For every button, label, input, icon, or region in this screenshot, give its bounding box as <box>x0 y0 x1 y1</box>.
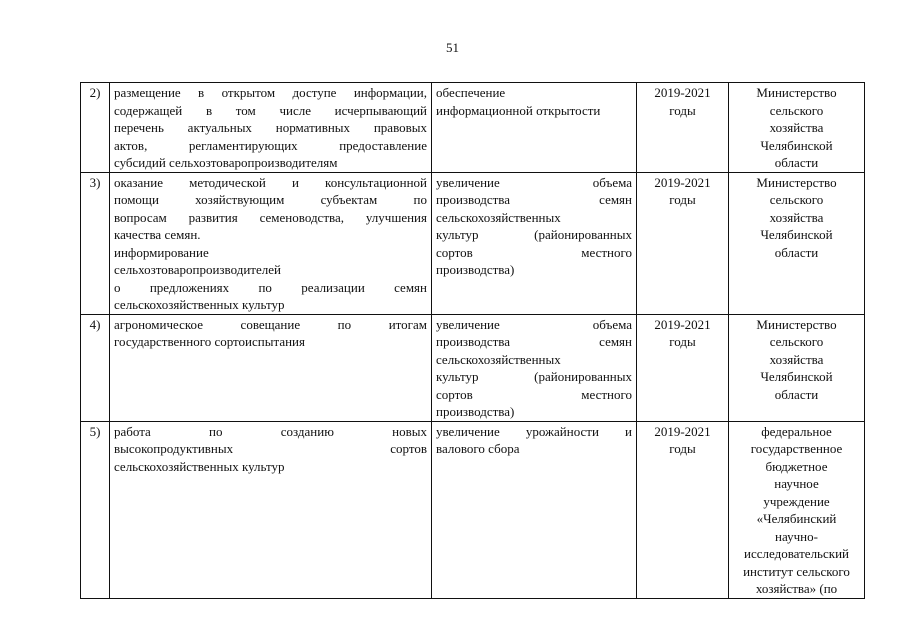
period-cell <box>637 172 729 314</box>
text-line: исследовательский <box>744 546 849 561</box>
text-line: хозяйства» (по <box>755 581 838 596</box>
responsible-cell <box>729 421 865 598</box>
responsible-cell <box>729 83 865 173</box>
row-number: 2) <box>81 83 110 173</box>
text-line: учреждение <box>763 493 830 509</box>
activity-cell <box>110 314 432 421</box>
text-line: субсидий сельхозтоваропроизводителям <box>114 155 338 170</box>
responsible-cell <box>729 314 865 421</box>
text-line: научно- <box>775 528 818 544</box>
text-line: валового сбора <box>436 441 520 456</box>
text-line: производства семян <box>436 334 632 349</box>
text-line: годы <box>669 102 696 118</box>
text-line: области <box>774 386 819 402</box>
text-line: научное <box>774 476 819 491</box>
responsible-cell <box>729 172 865 314</box>
text-line: годы <box>669 441 696 456</box>
text-line: вопросам развития семеноводства, улучшения <box>114 209 427 225</box>
text-line: 2019-2021 <box>654 85 711 100</box>
text-line: хозяйства <box>769 351 824 367</box>
text-line: государственное <box>750 441 843 456</box>
text-line: о предложениях по реализации семян <box>114 279 427 295</box>
text-line: сортов местного <box>436 386 632 402</box>
activity-cell <box>110 83 432 173</box>
text-line: обеспечение <box>436 85 506 100</box>
text-line: увеличение объема <box>436 316 632 332</box>
text-line: высокопродуктивных сортов <box>114 441 427 456</box>
text-line: Министерство <box>756 316 837 332</box>
text-line: годы <box>669 192 696 207</box>
activity-cell <box>110 172 432 314</box>
text-line: сельскохозяйственных <box>436 209 561 225</box>
measures-table <box>80 82 865 599</box>
text-line: сортов местного <box>436 244 632 260</box>
text-line: институт сельского <box>743 563 850 579</box>
text-line: увеличение урожайности и <box>436 423 632 439</box>
text-line: Челябинской <box>760 227 833 242</box>
text-line: федеральное <box>761 423 832 439</box>
text-line: Челябинской <box>760 137 833 153</box>
text-line: 2019-2021 <box>654 316 711 332</box>
row-number: 4) <box>81 314 110 421</box>
text-line: производства) <box>436 404 515 419</box>
text-line: Челябинской <box>760 369 833 384</box>
period-cell <box>637 421 729 598</box>
text-line: оказание методической и консультационной <box>114 174 427 190</box>
text-line: содержащей в том числе исчерпывающий <box>114 102 427 118</box>
text-line: информирование <box>114 244 209 260</box>
text-line: перечень актуальных нормативных правовых <box>114 120 427 135</box>
result-cell <box>432 172 637 314</box>
text-line: сельскохозяйственных культур <box>114 297 285 312</box>
text-line: работа по созданию новых <box>114 423 427 439</box>
text-line: агрономическое совещание по итогам <box>114 316 427 332</box>
text-line: производства семян <box>436 192 632 207</box>
activity-cell <box>110 421 432 598</box>
text-line: «Челябинский <box>756 511 837 526</box>
text-line: области <box>774 244 819 260</box>
period-cell <box>637 83 729 173</box>
text-line: культур (районированных <box>436 369 632 384</box>
text-line: размещение в открытом доступе информации, <box>114 85 427 100</box>
text-line: культур (районированных <box>436 227 632 242</box>
table-row <box>81 314 865 421</box>
text-line: качества семян. <box>114 227 201 242</box>
page-number: 51 <box>446 40 459 55</box>
text-line: производства) <box>436 262 515 277</box>
table-row <box>81 172 865 314</box>
text-line: помощи хозяйствующим субъектам по <box>114 192 427 207</box>
text-line: сельского <box>769 102 824 118</box>
text-line: 2019-2021 <box>654 423 711 439</box>
text-line: хозяйства <box>769 209 824 225</box>
text-line: бюджетное <box>765 458 828 474</box>
text-line: актов, регламентирующих предоставление <box>114 137 427 153</box>
text-line: 2019-2021 <box>654 174 711 190</box>
text-line: годы <box>669 334 696 349</box>
result-cell <box>432 314 637 421</box>
text-line: Министерство <box>756 174 837 190</box>
text-line: сельскохозяйственных культур <box>114 458 285 474</box>
text-line: хозяйства <box>769 120 824 135</box>
row-number: 3) <box>81 172 110 314</box>
text-line: сельхозтоваропроизводителей <box>114 262 281 277</box>
table-row <box>81 421 865 598</box>
table-row <box>81 83 865 173</box>
period-cell <box>637 314 729 421</box>
text-line: Министерство <box>756 85 837 100</box>
text-line: государственного сортоиспытания <box>114 334 305 349</box>
result-cell <box>432 83 637 173</box>
text-line: сельскохозяйственных <box>436 351 561 367</box>
text-line: сельского <box>769 192 824 207</box>
result-cell <box>432 421 637 598</box>
text-line: области <box>774 155 819 170</box>
text-line: увеличение объема <box>436 174 632 190</box>
text-line: информационной открытости <box>436 102 601 118</box>
text-line: сельского <box>769 334 824 349</box>
row-number: 5) <box>81 421 110 598</box>
